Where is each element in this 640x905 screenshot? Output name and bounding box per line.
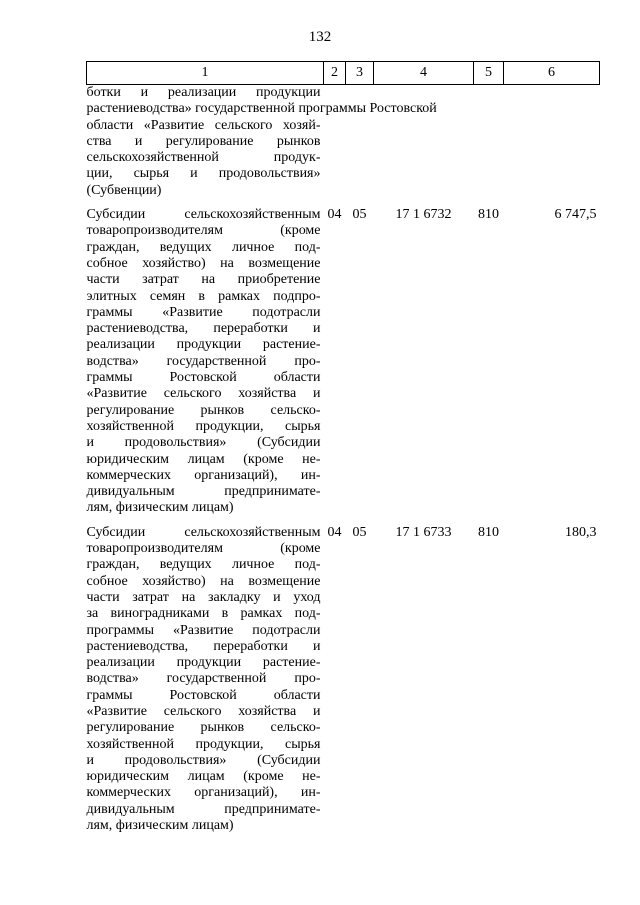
amount-value xyxy=(504,85,600,200)
expense-type-code: 810 xyxy=(478,524,499,540)
budget-table xyxy=(86,61,600,834)
description-line: Субсидии сельскохозяйственным xyxy=(86,524,321,540)
table-header-row xyxy=(87,62,600,85)
column-header-2: 2 xyxy=(324,62,346,85)
description-line: ции, сырья и продовольствия» xyxy=(86,166,321,182)
amount-value: 180,3 xyxy=(565,524,597,540)
subsection-code: 05 xyxy=(352,207,367,223)
table-row xyxy=(87,85,600,200)
description-line: дивидуальным предпринимате- xyxy=(86,801,321,817)
description-line: хозяйственной продукции, сырья xyxy=(86,418,321,434)
description-line: граммы Ростовской области xyxy=(86,687,321,703)
description-line: за виноградниками в рамках под- xyxy=(86,606,321,622)
page-number: 132 xyxy=(308,29,332,45)
row-description xyxy=(87,517,324,835)
column-header-3: 3 xyxy=(346,62,374,85)
column-header-6: 6 xyxy=(504,62,600,85)
description-line: программы «Развитие подотрасли xyxy=(86,622,321,638)
column-header-5: 5 xyxy=(474,62,504,85)
description-line: водства» государственной про- xyxy=(86,353,321,369)
description-line: растениеводства, переработки и xyxy=(86,638,321,654)
description-line: ботки и реализации продукции xyxy=(86,85,321,100)
description-line: коммерческих организаций), ин- xyxy=(86,467,321,483)
table-row xyxy=(87,517,600,835)
description-line: граждан, ведущих личное под- xyxy=(86,557,321,573)
description-line: элитных семян в рамках подпро- xyxy=(86,288,321,304)
table-body xyxy=(87,85,600,835)
column-header-1: 1 xyxy=(87,62,324,85)
expense-type-code: 810 xyxy=(478,207,499,223)
description-line: хозяйственной продукции, сырья xyxy=(86,736,321,752)
description-line: ства и регулирование рынков xyxy=(86,133,321,149)
description-line: «Развитие сельского хозяйства и xyxy=(86,386,321,402)
description-line: и продовольствия» (Субсидии xyxy=(86,752,321,768)
section-code: 04 xyxy=(327,207,342,223)
column-header-4: 4 xyxy=(374,62,474,85)
expense-type-code xyxy=(474,85,504,200)
description-line: (Субвенции) xyxy=(86,182,162,198)
description-line: регулирование рынков сельско- xyxy=(86,402,321,418)
target-article-code: 17 1 6732 xyxy=(395,207,452,223)
description-line: части затрат на приобретение xyxy=(86,272,321,288)
description-line: растениеводства» государственной программы Ростовской xyxy=(86,101,437,117)
section-code: 04 xyxy=(327,524,342,540)
description-line: товаропроизводителям (кроме xyxy=(86,223,321,239)
description-line: лям, физическим лицам) xyxy=(86,818,234,834)
description-line: юридическим лицам (кроме не- xyxy=(86,451,321,467)
row-description xyxy=(86,85,437,200)
description-line: реализации продукции растение- xyxy=(86,655,321,671)
description-line: водства» государственной про- xyxy=(86,671,321,687)
description-line: регулирование рынков сельско- xyxy=(86,720,321,736)
row-description xyxy=(87,199,324,517)
description-line: лям, физическим лицам) xyxy=(86,500,234,516)
description-line: граммы Ростовской области xyxy=(86,370,321,386)
table-row xyxy=(87,199,600,517)
description-line: сельскохозяйственной продук- xyxy=(86,150,321,166)
description-line: юридическим лицам (кроме не- xyxy=(86,769,321,785)
description-line: товаропроизводителям (кроме xyxy=(86,541,321,557)
description-line: Субсидии сельскохозяйственным xyxy=(86,207,321,223)
description-line: растениеводства, переработки и xyxy=(86,321,321,337)
description-line: области «Развитие сельского хозяй- xyxy=(86,117,321,133)
description-line: части затрат на закладку и уход xyxy=(86,589,321,605)
description-line: граждан, ведущих личное под- xyxy=(86,239,321,255)
description-line: и продовольствия» (Субсидии xyxy=(86,435,321,451)
description-line: реализации продукции растение- xyxy=(86,337,321,353)
description-line: «Развитие сельского хозяйства и xyxy=(86,703,321,719)
description-line: коммерческих организаций), ин- xyxy=(86,785,321,801)
description-line: собное хозяйство) на возмещение xyxy=(86,573,321,589)
description-line: дивидуальным предпринимате- xyxy=(86,484,321,500)
subsection-code: 05 xyxy=(352,524,367,540)
target-article-code: 17 1 6733 xyxy=(395,524,452,540)
amount-value: 6 747,5 xyxy=(554,207,597,223)
description-line: собное хозяйство) на возмещение xyxy=(86,255,321,271)
description-line: граммы «Развитие подотрасли xyxy=(86,304,321,320)
